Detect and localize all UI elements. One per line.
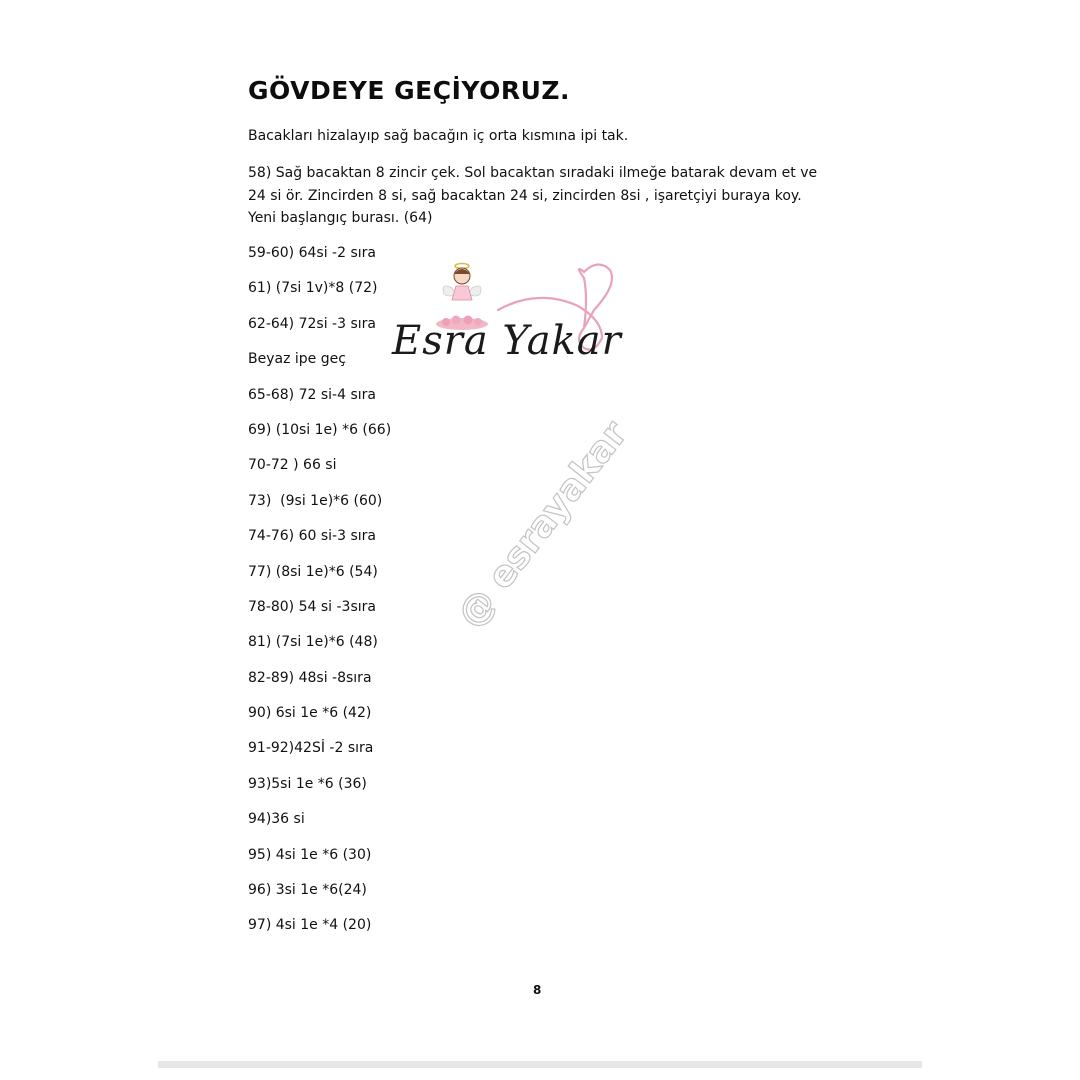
intro-paragraph: Bacakları hizalayıp sağ bacağın iç orta kısmına ipi tak. bbox=[248, 128, 629, 144]
pattern-row: 96) 3si 1e *6(24) bbox=[248, 882, 367, 899]
pattern-row: 77) (8si 1e)*6 (54) bbox=[248, 563, 378, 580]
pattern-row: 62-64) 72si -3 sıra bbox=[248, 315, 376, 332]
pattern-row: 82-89) 48si -8sıra bbox=[248, 669, 372, 686]
bottom-divider bbox=[158, 1061, 922, 1068]
pattern-row: 65-68) 72 si-4 sıra bbox=[248, 386, 376, 403]
page-number: 8 bbox=[533, 983, 542, 997]
pattern-row: 73) (9si 1e)*6 (60) bbox=[248, 492, 383, 509]
pattern-row: 78-80) 54 si -3sıra bbox=[248, 598, 376, 615]
pattern-row: 94)36 si bbox=[248, 811, 305, 828]
pattern-row: Beyaz ipe geç bbox=[248, 351, 346, 368]
angel-dress-icon bbox=[452, 286, 472, 300]
pattern-row: 95) 4si 1e *6 (30) bbox=[248, 846, 372, 863]
pattern-row: 93)5si 1e *6 (36) bbox=[248, 775, 367, 792]
watermark-text: @ esrayakar bbox=[450, 413, 636, 636]
page-title: GÖVDEYE GEÇİYORUZ. bbox=[248, 76, 571, 105]
pattern-row: 91-92)42Sİ -2 sıra bbox=[248, 740, 374, 757]
pattern-rows-list bbox=[248, 243, 391, 951]
pattern-row: 70-72 ) 66 si bbox=[248, 457, 337, 474]
pattern-row: 97) 4si 1e *4 (20) bbox=[248, 917, 372, 934]
logo-text: Esra Yakar bbox=[392, 318, 622, 364]
pattern-row: 74-76) 60 si-3 sıra bbox=[248, 528, 376, 545]
step-58-paragraph: 58) Sağ bacaktan 8 zincir çek. Sol bacaktan sıradaki ilmeğe batarak devam et ve 24 si ör. Zincirden 8 si, sağ bacaktan 24 si, zincirden 8si , işaretçiyi buraya koy. Yeni başlangıç burası. (64) bbox=[248, 165, 818, 226]
pattern-row: 69) (10si 1e) *6 (66) bbox=[248, 421, 392, 438]
pattern-row: 81) (7si 1e)*6 (48) bbox=[248, 634, 378, 651]
pattern-row: 90) 6si 1e *6 (42) bbox=[248, 705, 372, 722]
pattern-row: 61) (7si 1v)*8 (72) bbox=[248, 280, 378, 297]
pattern-row: 59-60) 64si -2 sıra bbox=[248, 245, 376, 261]
